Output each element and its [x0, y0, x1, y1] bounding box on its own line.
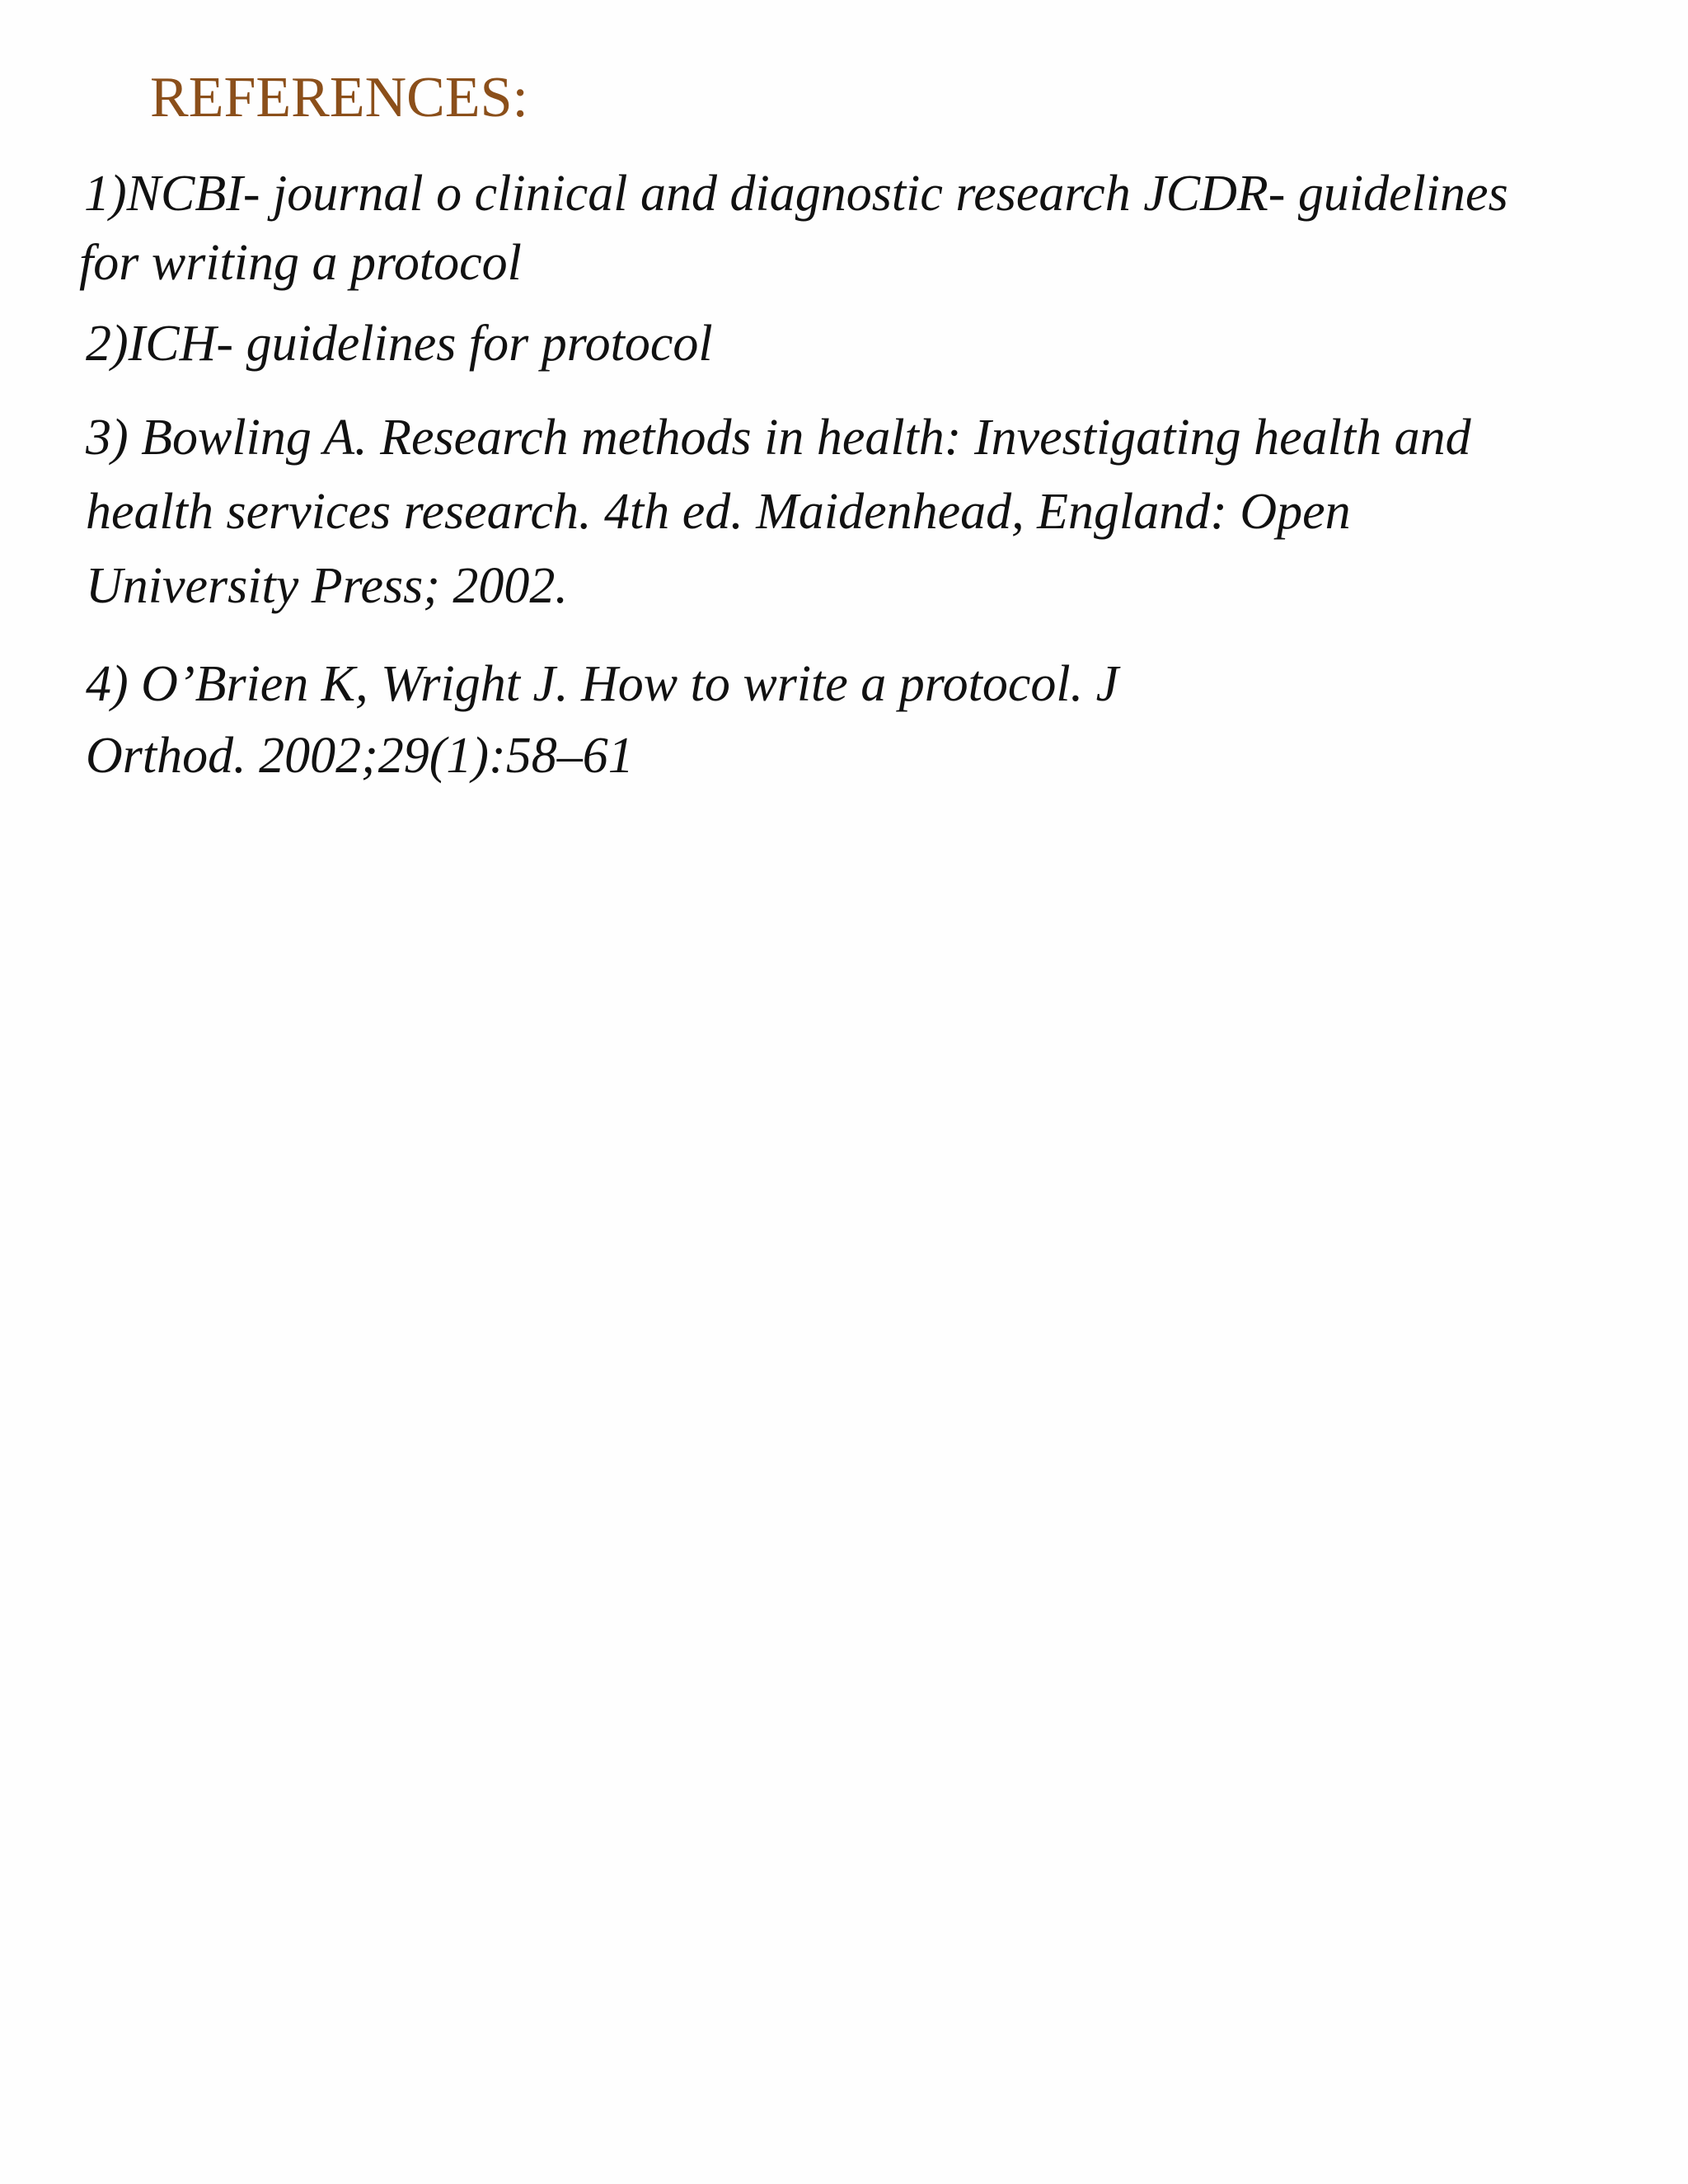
reference-item-3: [86, 401, 1471, 623]
reference-1-line-1: 1)NCBI- journal o clinical and diagnostic research JCDR- guidelines: [84, 166, 1508, 222]
reference-4-line-1: 4) O’Brien K, Wright J. How to write a protocol. J: [86, 656, 1119, 712]
reference-1-line-2: for writing a protocol: [79, 235, 522, 291]
reference-3-line-2: health services research. 4th ed. Maidenhead, England: Open: [86, 484, 1351, 540]
reference-item-1: [79, 159, 1508, 298]
reference-3-line-3: University Press; 2002.: [86, 558, 568, 614]
reference-3-line-1: 3) Bowling A. Research methods in health: Investigating health and: [86, 410, 1471, 466]
reference-2-line-1: 2)ICH- guidelines for protocol: [86, 316, 713, 372]
reference-item-4: [86, 649, 1118, 792]
references-heading: REFERENCES:: [150, 66, 528, 129]
reference-item-2: [86, 309, 713, 378]
reference-4-line-2: Orthod. 2002;29(1):58–61: [86, 728, 634, 784]
